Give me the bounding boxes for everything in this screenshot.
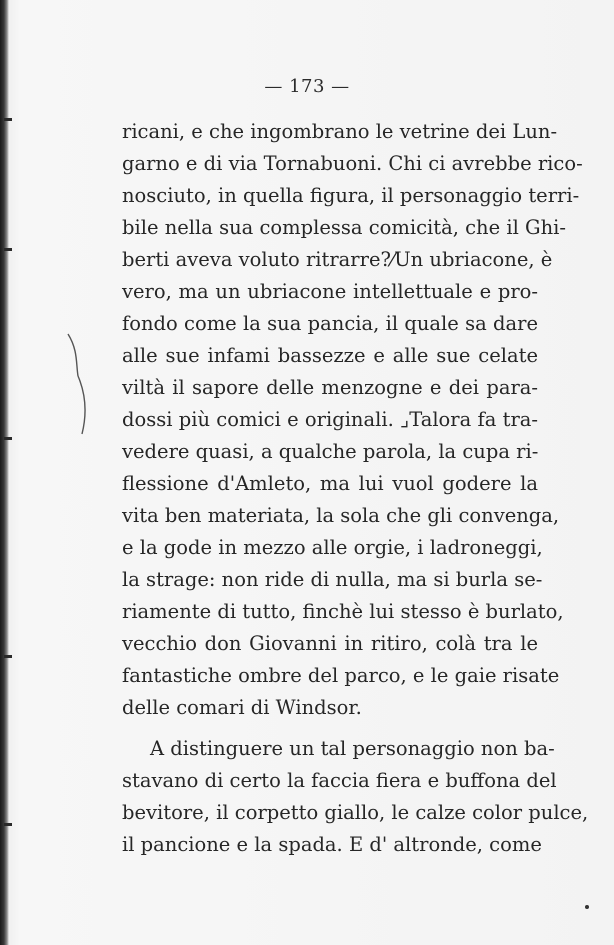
spine-stitch-mark	[4, 823, 12, 826]
ink-speck	[585, 905, 589, 909]
text-line: stavano di certo la faccia fiera e buffona del	[122, 769, 557, 792]
paragraph-1	[122, 116, 583, 724]
text-line: fantastiche ombre del parco, e le gaie risate	[122, 664, 560, 687]
text-line: alle sue infami bassezze e alle sue celate	[122, 344, 538, 367]
text-line: la strage: non ride di nulla, ma si burla se-	[122, 568, 543, 591]
text-line: vedere quasi, a qualche parola, la cupa ri-	[122, 440, 539, 463]
text-line: il pancione e la spada. E d' altronde, come	[122, 833, 542, 856]
pencil-margin-mark	[64, 330, 104, 440]
text-line: delle comari di Windsor.	[122, 696, 362, 719]
text-line: bile nella sua complessa comicità, che il Ghi-	[122, 216, 566, 239]
text-line: viltà il sapore delle menzogne e dei para-	[122, 376, 538, 399]
text-line: flessione d'Amleto, ma lui vuol godere la	[122, 472, 538, 495]
spine-stitch-mark	[4, 437, 12, 440]
body-text	[122, 116, 589, 861]
text-line: berti aveva voluto ritrarre?⁄Un ubriacone, è	[122, 248, 553, 271]
page-number: — 173 —	[264, 76, 350, 97]
paragraph-2	[122, 733, 589, 861]
text-line: e la gode in mezzo alle orgie, i ladroneggi,	[122, 536, 543, 559]
spine-stitch-mark	[4, 118, 12, 121]
text-line: riamente di tutto, finchè lui stesso è burlato,	[122, 600, 564, 623]
text-line: bevitore, il corpetto giallo, le calze color pulce,	[122, 801, 589, 824]
spine-stitch-mark	[4, 248, 12, 251]
text-line: vita ben materiata, la sola che gli convenga,	[122, 504, 560, 527]
text-line: A distinguere un tal personaggio non ba-	[150, 737, 555, 760]
book-spine-shadow	[0, 0, 9, 945]
paragraph-gap	[122, 724, 538, 733]
text-line: nosciuto, in quella figura, il personaggio terri-	[122, 184, 580, 207]
text-line: fondo come la sua pancia, il quale sa dare	[122, 312, 538, 335]
text-line: ricani, e che ingombrano le vetrine dei Lun-	[122, 120, 558, 143]
text-line: dossi più comici e originali. ⌟Talora fa tra-	[122, 408, 538, 431]
spine-stitch-mark	[4, 655, 12, 658]
text-line: garno e di via Tornabuoni. Chi ci avrebbe rico-	[122, 152, 583, 175]
text-line: vero, ma un ubriacone intellettuale e pro-	[122, 280, 538, 303]
text-line: vecchio don Giovanni in ritiro, colà tra le	[122, 632, 538, 655]
